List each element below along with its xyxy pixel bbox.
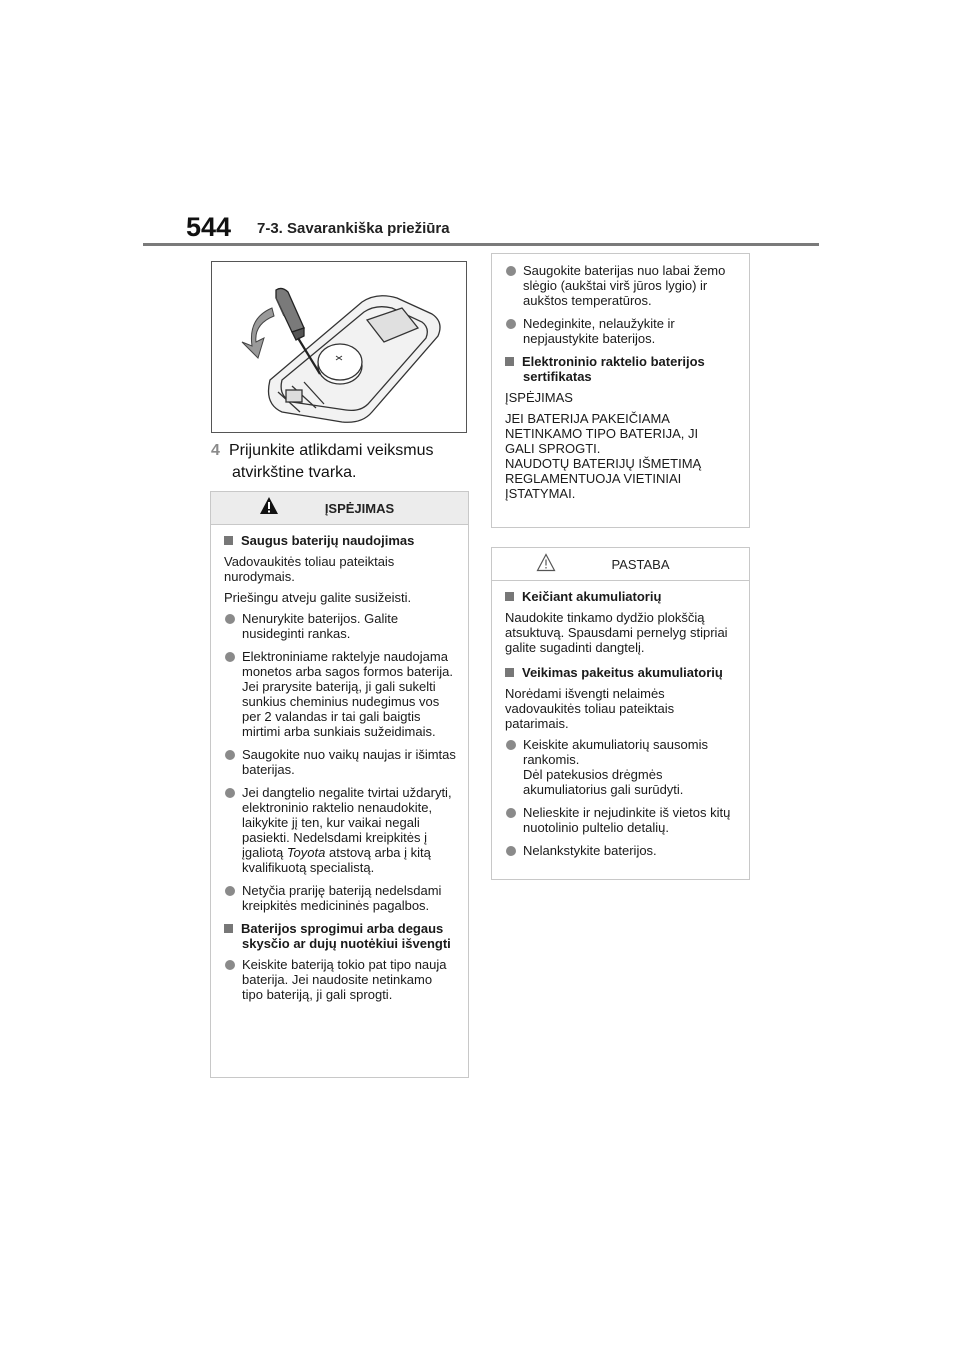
page-number: 544: [186, 212, 232, 242]
square-bullet-icon: [224, 536, 233, 545]
warning-bullet: Keiskite bateriją tokio pat tipo nauja baterija. Jei naudosite netinkamo tipo bateriją, ji gali sprogti.: [224, 957, 456, 1002]
note-bullet: Keiskite akumuliatorių sausomis rankomis. Dėl patekusios drėgmės akumuliatorius gali surūdyti.: [505, 737, 737, 797]
warning-bullet: Netyčia prariję bateriją nedelsdami kreipkitės medicininės pagalbos.: [224, 883, 456, 913]
certificate-line: GALI SPROGTI.: [505, 441, 601, 456]
warning-paragraph: Priešingu atveju galite susižeisti.: [224, 590, 412, 605]
warning-bullet: Nedeginkite, nelaužykite ir nepjaustykite baterijos.: [505, 316, 737, 346]
warning-box-continued: [491, 253, 750, 528]
step-number: 4: [211, 442, 220, 459]
warning-bullet: Elektroniniame raktelyje naudojama monetos arba sagos formos baterija. Jei prarysite bateriją, ji gali sukelti sunkius cheminius nudegimus vos per 2 valandas ir tai gali baigtis mirtimi arba sunkiais sužeidimais.: [224, 649, 456, 739]
warning-box: [210, 491, 469, 1078]
note-bullet: Nelieskite ir nejudinkite iš vietos kitų nuotolinio pultelio detalių.: [505, 805, 737, 835]
note-paragraph: Norėdami išvengti nelaimės vadovaukitės toliau pateiktais patarimais.: [505, 686, 675, 731]
note-paragraph: Naudokite tinkamo dydžio plokščią atsuktuvą. Spausdami pernelyg stipriai galite sugadinti dangtelį.: [505, 610, 728, 655]
warning-bullet: Saugokite nuo vaikų naujas ir išimtas baterijas.: [224, 747, 456, 777]
note-title: PASTABA: [611, 556, 670, 572]
certificate-line: ĮSPĖJIMAS: [505, 390, 573, 405]
certificate-line: NETINKAMO TIPO BATERIJA, JI: [505, 426, 699, 441]
note-heading-replacing: Keičiant akumuliatorių: [505, 589, 737, 604]
square-bullet-icon: [224, 924, 233, 933]
square-bullet-icon: [505, 357, 514, 366]
warning-heading-safe-use: Saugus baterijų naudojimas: [224, 533, 456, 548]
note-header: [492, 548, 749, 581]
screwdriver-key-drawing: [212, 262, 466, 432]
warning-bullet: Saugokite baterijas nuo labai žemo slėgio (aukštai virš jūros lygio) ir aukštos temperatūros.: [505, 263, 737, 308]
note-bullet: Nelankstykite baterijos.: [505, 843, 737, 858]
brand-name: Toyota: [286, 845, 326, 860]
header-rule: [143, 243, 819, 246]
section-title: 7-3. Savarankiška priežiūra: [257, 220, 450, 237]
step-4: [211, 440, 471, 484]
step-text-line1: Prijunkite atlikdami veiksmus: [229, 442, 434, 459]
certificate-line: NAUDOTŲ BATERIJŲ IŠMETIMĄ: [505, 456, 702, 471]
warning-bullet: Jei dangtelio negalite tvirtai uždaryti, elektroninio raktelio nenaudokite, laikykite jį ten, kur vaikai negali pasiekti. Nedelsdami kreipkitės į įgaliotą Toyota atstovą arba į kitą kvalifikuotą specialistą.: [224, 785, 456, 875]
note-heading-after-replacing: Veikimas pakeitus akumuliatorių: [505, 665, 737, 680]
warning-header: [211, 492, 468, 525]
certificate-line: REGLAMENTUOJA VIETINIAI: [505, 471, 682, 486]
step-text-line2: atvirkštine tvarka.: [232, 464, 357, 481]
warning-triangle-icon: [259, 496, 279, 515]
certificate-line: ĮSTATYMAI.: [505, 486, 576, 501]
warning-title: ĮSPĖJIMAS: [324, 500, 395, 516]
caution-triangle-icon: [536, 553, 556, 572]
square-bullet-icon: [505, 668, 514, 677]
certificate-heading: Elektroninio raktelio baterijos sertifikatas: [505, 354, 737, 384]
warning-heading-explosion: Baterijos sprogimui arba degaus skysčio ar dujų nuotėkiui išvengti: [224, 921, 456, 951]
warning-bullet: Nenurykite baterijos. Galite nusideginti rankas.: [224, 611, 456, 641]
note-box: [491, 547, 750, 880]
certificate-line: JEI BATERIJA PAKEIČIAMA: [505, 411, 670, 426]
warning-paragraph: Vadovaukitės toliau pateiktais nurodymais.: [224, 554, 395, 584]
key-battery-illustration: [211, 261, 467, 433]
square-bullet-icon: [505, 592, 514, 601]
